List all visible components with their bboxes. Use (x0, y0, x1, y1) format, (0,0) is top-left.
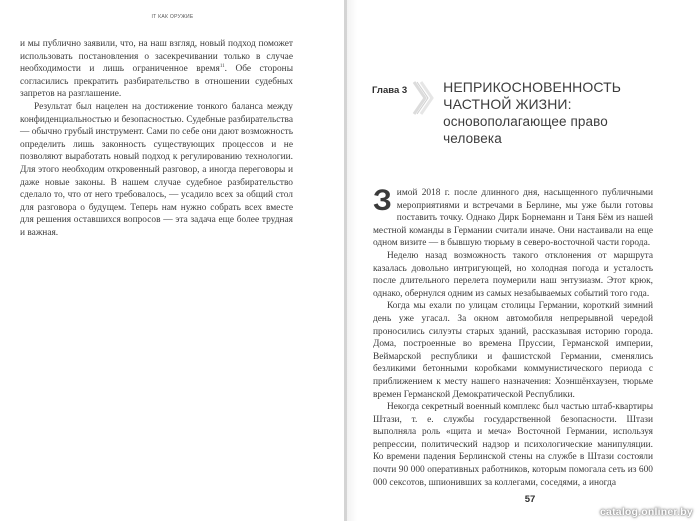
paragraph-text: и мы публично заявили, что, на наш взгляд, новый подход поможет использовать постановления о засекречивании только в случае необходимости и лишь ограниченное время (20, 39, 293, 75)
paragraph (20, 38, 293, 101)
chapter-heading (372, 78, 665, 147)
double-chevron-right-icon (411, 78, 437, 118)
chapter-title-line: ЧАСТНОЙ ЖИЗНИ: (443, 96, 572, 112)
footnote-marker: 11 (219, 64, 225, 70)
paragraph-text: имой 2018 г. после длинного дня, насыщенного публичными мероприятиями и встречами в Берлине, мы уже были готовы поставить точку. Однако Дирк Борнеманн и Таня Бём из нашей местной команды в Германии считали иначе. Они настаивали на еще одном визите — в бывшую тюрьму в северо-восточной части города. (373, 188, 653, 249)
watermark: catalog.onliner.by (600, 506, 693, 518)
paragraph: Неделю назад возможность такого отклонения от маршрута казалась довольно интригующей, но холодная погода и усталость после длительного перелета поумерили наш энтузиазм. Этот крюк, однако, обернулся одним из самых незабываемых событий того года. (373, 250, 653, 299)
paragraph: Результат был нацелен на достижение тонкого баланса между конфиденциальностью и безопасностью. Судебные разбирательства — обычно грубый инструмент. Сами по себе они дают возможность определить лишь законность существующих процессов и не позволяют выработать новый подход к регулированию технологии. Для этого необходим откровенный разговор, а иногда переговоры и даже новые законы. В нашем случае судебное разбирательство сделало то, что от него требовалось, — усадило всех за общий стол для разговора о будущем. Теперь нам нужно собрать всех вместе для решения оставшихся вопросов — эта задача еще более трудная и важная. (20, 101, 293, 238)
right-page-text (373, 184, 653, 489)
chapter-label: Глава 3 (372, 85, 408, 96)
left-page (0, 0, 345, 521)
chapter-subtitle-line: человека (443, 131, 502, 146)
left-page-text (20, 38, 293, 240)
paragraph (373, 184, 653, 250)
page-number: 57 (524, 494, 536, 505)
gutter-shadow (347, 0, 357, 521)
paragraph: Когда мы ехали по улицам столицы Германии, короткий зимний день уже угасал. За окном автомобиля непрерывной чередой проносились силуэты старых зданий, рассказывая историю города. Дома, построенные во времена Пруссии, Германской империи, Веймарской республики и фашистской Германии, сменялись безликими бетонными коробками коммунистического периода с приближением к месту нашего назначения: Хоэншёнхаузен, тюрьме времен Германской Демократической Республики. (373, 301, 653, 400)
drop-cap: З (373, 184, 392, 217)
paragraph-text: . Обе стороны согласились прекратить разбирательство в отношении судебных запретов на разглашение. (20, 64, 293, 100)
chapter-title (443, 79, 665, 147)
chapter-subtitle-line: основополагающее право (443, 114, 608, 129)
running-head: IT КАК ОРУЖИЕ (151, 14, 194, 20)
paragraph: Некогда секретный военный комплекс был частью штаб-квартиры Штази, т. е. службы государственной безопасности. Штази выполняла роль «щита и меча» Восточной Германии, используя репрессии, политический надзор и психологические манипуляции. Ко времени падения Берлинской стены на службе в Штази состояли почти 90 000 оперативных работников, которым помогала сеть из 600 000 сексотов, шпионивших за коллегами, соседями, а иногда (373, 402, 653, 488)
chapter-title-line: НЕПРИКОСНОВЕННОСТЬ (443, 79, 622, 95)
